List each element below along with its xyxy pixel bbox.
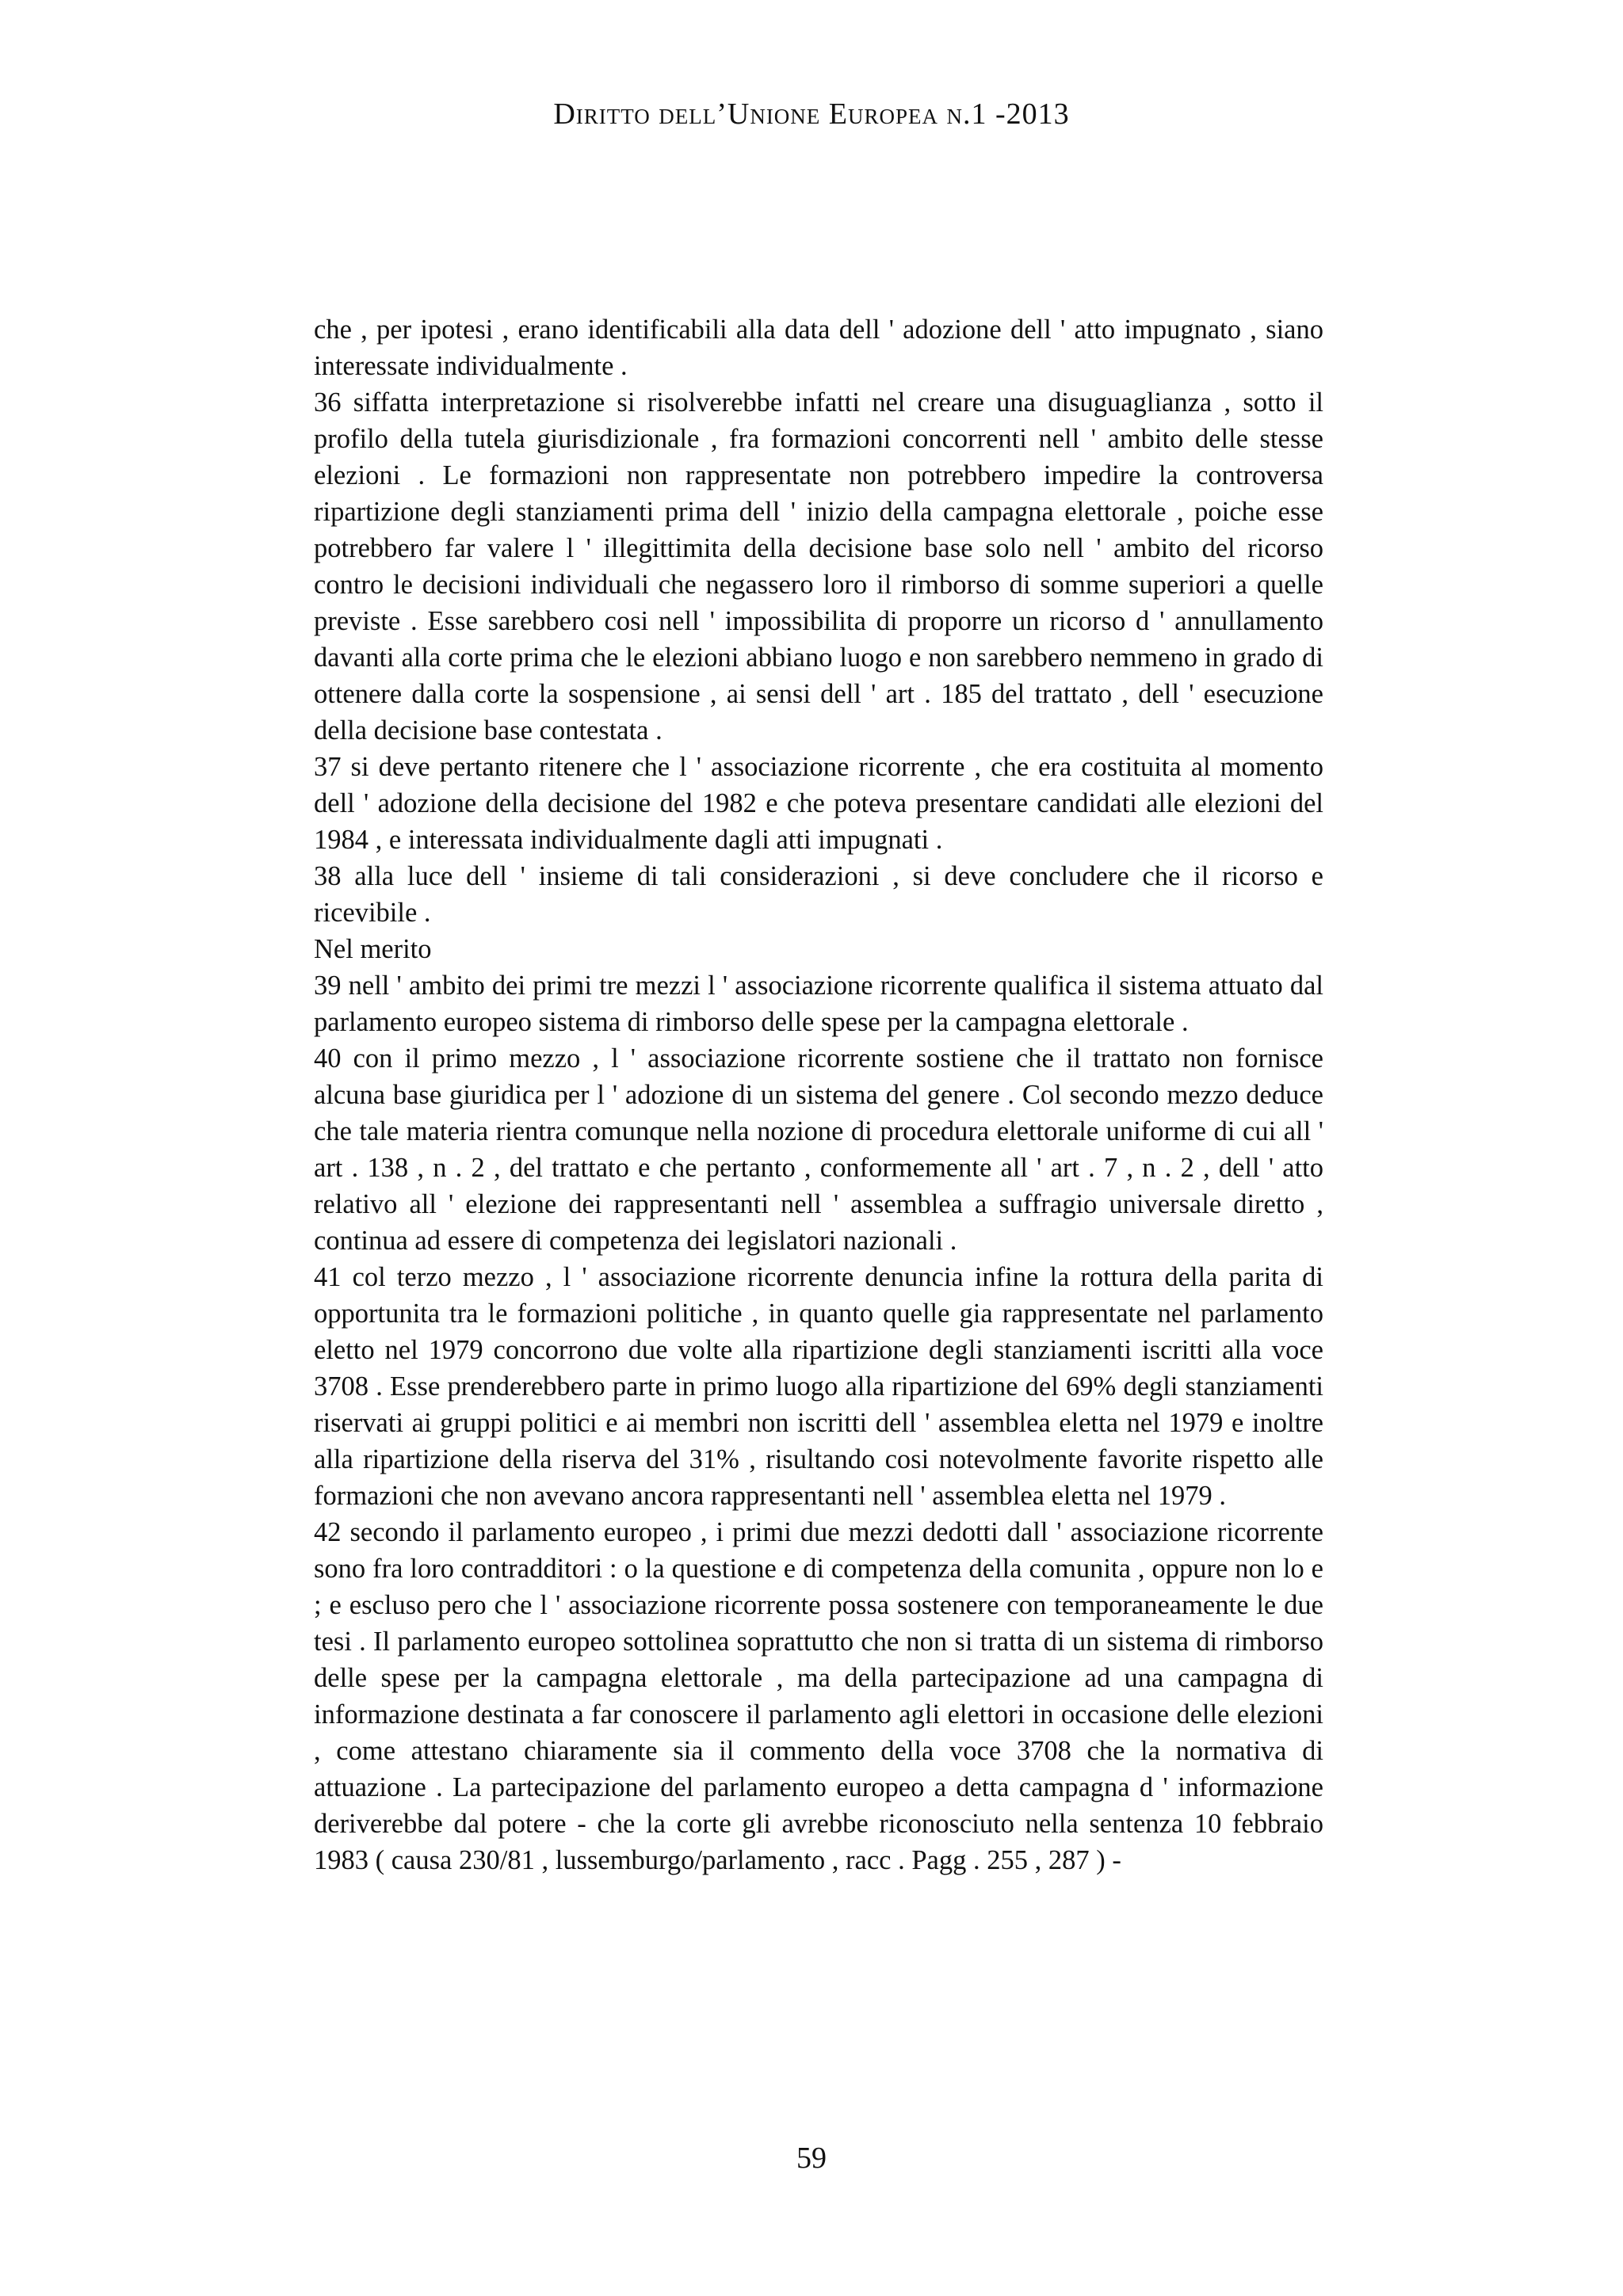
paragraph: 38 alla luce dell ' insieme di tali considerazioni , si deve concludere che il ricorso e ricevibile . [314,861,1323,928]
paragraph: che , per ipotesi , erano identificabili alla data dell ' adozione dell ' atto impugnato , siano interessate individualmente . [314,315,1323,381]
paragraph: 41 col terzo mezzo , l ' associazione ricorrente denuncia infine la rottura della parita di opportunita tra le formazioni politiche , in quanto quelle gia rappresentate nel parlamento eletto nel 1979 concorrono due volte alla ripartizione degli stanziamenti iscritti alla voce 3708 . Esse prenderebbero parte in primo luogo alla ripartizione del 69% degli stanziamenti riservati ai gruppi politici e ai membri non iscritti dell ' assemblea eletta nel 1979 e inoltre alla ripartizione della riserva del 31% , risultando cosi notevolmente favorite rispetto alle formazioni che non avevano ancora rappresentanti nell ' assemblea eletta nel 1979 . [314,1262,1323,1511]
running-header: Diritto dell’Unione Europea n.1 -2013 [553,97,1070,131]
paragraph: 36 siffatta interpretazione si risolverebbe infatti nel creare una disuguaglianza , sotto il profilo della tutela giurisdizionale , fra formazioni concorrenti nell ' ambito delle stesse elezioni . Le formazioni non rappresentate non potrebbero impedire la controversa ripartizione degli stanziamenti prima dell ' inizio della campagna elettorale , poiche esse potrebbero far valere l ' illegittimita della decisione base solo nell ' ambito del ricorso contro le decisioni individuali che negassero loro il rimborso di somme superiori a quelle previste . Esse sarebbero cosi nell ' impossibilita di proporre un ricorso d ' annullamento davanti alla corte prima che le elezioni abbiano luogo e non sarebbero nemmeno in grado di ottenere dalla corte la sospensione , ai sensi dell ' art . 185 del trattato , dell ' esecuzione della decisione base contestata . [314,387,1323,746]
paragraph: 42 secondo il parlamento europeo , i primi due mezzi dedotti dall ' associazione ricorrente sono fra loro contradditori : o la questione e di competenza della comunita , oppure non lo e ; e escluso pero che l ' associazione ricorrente possa sostenere con temporaneamente le due tesi . Il parlamento europeo sottolinea soprattutto che non si tratta di un sistema di rimborso delle spese per la campagna elettorale , ma della partecipazione ad una campagna di informazione destinata a far conoscere il parlamento agli elettori in occasione delle elezioni , come attestano chiaramente sia il commento della voce 3708 che la normativa di attuazione . La partecipazione del parlamento europeo a detta campagna d ' informazione deriverebbe dal potere - che la corte gli avrebbe riconosciuto nella sentenza 10 febbraio 1983 ( causa 230/81 , lussemburgo/parlamento , racc . Pagg . 255 , 287 ) - [314,1517,1323,1875]
page-number: 59 [796,2142,827,2175]
paragraph: 37 si deve pertanto ritenere che l ' associazione ricorrente , che era costituita al momento dell ' adozione della decisione del 1982 e che poteva presentare candidati alle elezioni del 1984 , e interessata individualmente dagli atti impugnati . [314,752,1323,855]
body-text [314,311,1323,1878]
paragraph: 40 con il primo mezzo , l ' associazione ricorrente sostiene che il trattato non fornisce alcuna base giuridica per l ' adozione di un sistema del genere . Col secondo mezzo deduce che tale materia rientra comunque nella nozione di procedura elettorale uniforme di cui all ' art . 138 , n . 2 , del trattato e che pertanto , conformemente all ' art . 7 , n . 2 , dell ' atto relativo all ' elezione dei rappresentanti nell ' assemblea a suffragio universale diretto , continua ad essere di competenza dei legislatori nazionali . [314,1043,1323,1256]
section-heading: Nel merito [314,934,432,964]
paragraph: 39 nell ' ambito dei primi tre mezzi l ' associazione ricorrente qualifica il sistema attuato dal parlamento europeo sistema di rimborso delle spese per la campagna elettorale . [314,971,1323,1037]
